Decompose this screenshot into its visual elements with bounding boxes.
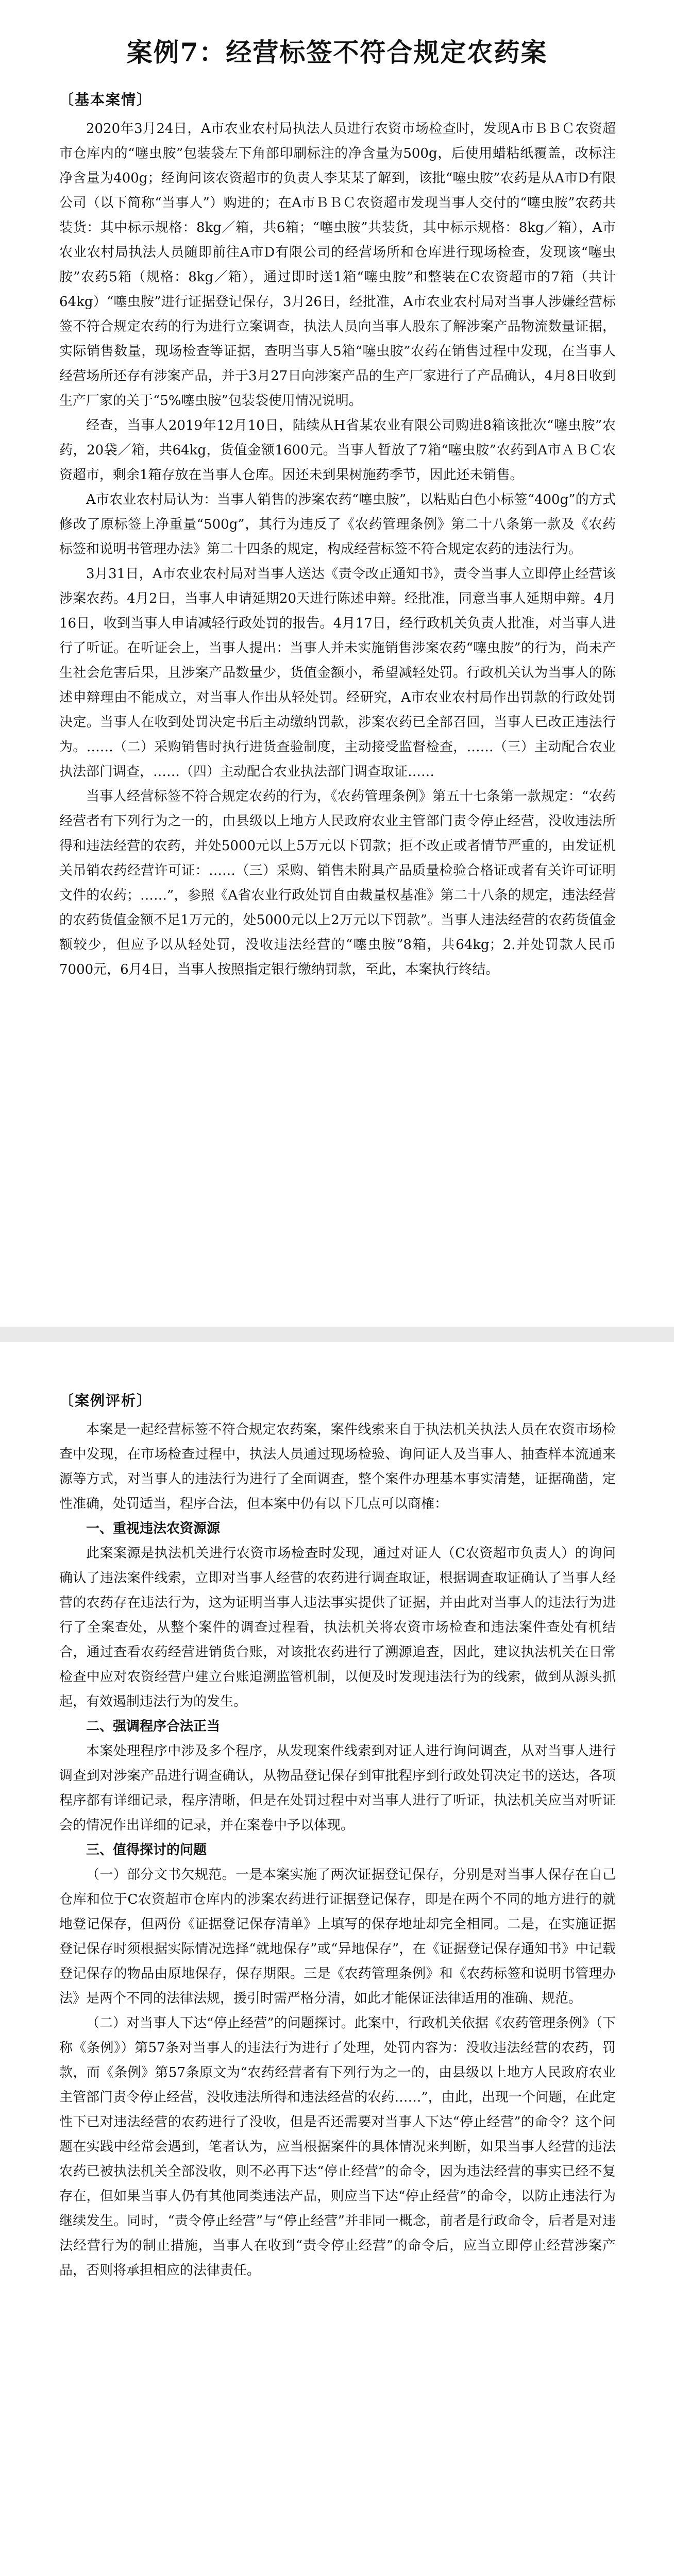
paragraph: 本案处理程序中涉及多个程序，从发现案件线索到对证人进行询问调查，从对当事人进行调查到对涉案产品进行调查确认，从物品登记保存到审批程序到行政处罚决定书的送达，各项程序都有详细记录，程序清晰，但是在处罚过程中对当事人进行了听证，执法机关应当对听证会的情况作出详细的记录，并在案卷中予以体现。 bbox=[59, 1743, 616, 1833]
case-title: 案例7：经营标签不符合规定农药案 bbox=[126, 37, 548, 67]
paragraph: （一）部分文书欠规范。一是本案实施了两次证据登记保存，分别是对当事人保存在自己仓库和位于C农资超市仓库内的涉案农药进行证据登记保存，即是在两个不同的地方进行的就地登记保存，但两份《证据登记保存清单》上填写的保存地址却完全相同。二是，在实施证据登记保存时须根据实际情况选择“就地保存”或“异地保存”，在《证据登记保存通知书》中记载登记保存的物品由原地保存，保存期限。三是《农药管理条例》和《农药标签和说明书管理办法》是两个不同的法律法规，援引时需严格分清，如此才能保证法律适用的准确、规范。 bbox=[59, 1867, 616, 2006]
paragraph: 2020年3月24日，A市农业农村局执法人员进行农资市场检查时，发现A市ＢＢＣ农资超市仓库内的“噻虫胺”包装袋左下角部印刷标注的净含量为500g，后使用蜡粘纸覆盖，改标注净含量为400g；经询问该农资超市的负责人李某某了解到，该批“噻虫胺”农药是从A市D有限公司（以下简称“当事人”）购进的；在A市ＢＢＣ农资超市发现当事人交付的“噻虫胺”农药共装货：其中标示规格：8kg／箱，共6箱；“噻虫胺”共装货，其中标示规格：8kg／箱），A市农业农村局执法人员随即前往A市D有限公司的经营场所和仓库进行现场检查，发现该“噻虫胺”农药5箱（规格：8kg／箱），通过即时送1箱“噻虫胺”和整装在C农资超市的7箱（共计64kg）“噻虫胺”进行证据登记保存，3月26日，经批准，A市农业农村局对当事人涉嫌经营标签不符合规定农药的行为进行立案调查，执法人员向当事人股东了解涉案产品物流数量证据，实际销售数量，现场检查等证据，查明当事人5箱“噻虫胺”农药在销售过程中发现，在当事人经营场所还存有涉案产品，并于3月27日向涉案产品的生产厂家进行了产品确认，4月8日收到生产厂家的关于“5%噻虫胺”包装袋使用情况说明。 bbox=[59, 121, 616, 409]
section-heading: 一、重视违法农资源源 bbox=[86, 1521, 221, 1536]
paragraph: 此案案源是执法机关进行农资市场检查时发现，通过对证人（C农资超市负责人）的询问确认了违法案件线索，立即对当事人经营的农药进行调查取证，根据调查取证确认了当事人经营的农药存在违法行为，这为证明当事人违法事实提供了证据，并由此对当事人的违法行为进行了全案查处，从整个案件的调查过程看，执法机关将农资市场检查和违法案件查处有机结合，通过查看农药经营进销货台账，对该批农药进行了溯源追查，因此，建议执法机关在日常检查中应对农资经营户建立台账追溯监管机制，以便及时发现违法行为的线索，做到从源头抓起，有效遏制违法行为的发生。 bbox=[59, 1546, 616, 1709]
basic-facts-label: 〔基本案情〕 bbox=[59, 91, 153, 108]
section-heading: 三、值得探讨的问题 bbox=[86, 1842, 207, 1858]
section-heading: 二、强调程序合法正当 bbox=[86, 1719, 221, 1734]
paragraph: 当事人经营标签不符合规定农药的行为，《农药管理条例》第五十七条第一款规定：“农药经营者有下列行为之一的，由县级以上地方人民政府农业主管部门责令停止经营，没收违法所得和违法经营的农药，并处5000元以上5万元以下罚款；拒不改正或者情节严重的，由发证机关吊销农药经营许可证：……（三）采购、销售未附具产品质量检验合格证或者有关许可证明文件的农药；……”，参照《A省农业行政处罚自由裁量权基准》第二十八条的规定，违法经营的农药货值金额不足1万元的，处5000元以上2万元以下罚款”。当事人违法经营的农药货值金额较少，但应予以从轻处罚，没收违法经营的“噻虫胺”8箱，共64kg；2.并处罚款人民币7000元，6月4日，当事人按照指定银行缴纳罚款，至此，本案执行终结。 bbox=[59, 789, 616, 977]
paragraph: 3月31日，A市农业农村局对当事人送达《责令改正通知书》，责令当事人立即停止经营该涉案农药。4月2日，当事人申请延期20天进行陈述申辩。经批准，同意当事人延期申辩。4月16日，收到当事人申请减轻行政处罚的报告。4月17日，经行政机关负责人批准，对当事人进行了听证。在听证会上，当事人提出：当事人并未实施销售涉案农药“噻虫胺”的行为，尚未产生社会危害后果，且涉案产品数量少，货值金额小，希望减轻处罚。行政机关认为当事人的陈述申辩理由不能成立，对当事人作出从轻处罚。经研究，A市农业农村局作出罚款的行政处罚决定。当事人在收到处罚决定书后主动缴纳罚款，涉案农药已全部召回，当事人已改正违法行为。……（二）采购销售时执行进货查验制度，主动接受监督检查，……（三）主动配合农业执法部门调查，……（四）主动配合农业执法部门调查取证…… bbox=[59, 566, 616, 779]
paragraph: 本案是一起经营标签不符合规定农药案，案件线索来自于执法机关执法人员在农资市场检查中发现，在市场检查过程中，执法人员通过现场检验、询问证人及当事人、抽查样本流通来源等方式，对当事人的违法行为进行了全面调查，整个案件办理基本事实清楚，证据确凿，定性准确，处罚适当，程序合法，但本案中仍有以下几点可以商榷： bbox=[59, 1422, 616, 1512]
case-comment-body bbox=[59, 1417, 616, 2283]
case-comment-label: 〔案例评析〕 bbox=[59, 1392, 153, 1409]
document-page-2 bbox=[0, 1342, 674, 2576]
basic-facts-body bbox=[59, 116, 616, 982]
page-separator bbox=[0, 1327, 674, 1342]
paragraph: 经查，当事人2019年12月10日，陆续从H省某农业有限公司购进8箱该批次“噻虫胺”农药，20袋／箱，共64kg，货值金额1600元。当事人暂放了7箱“噻虫胺”农药到A市ＡＢＣ农资超市，剩余1箱存放在当事人仓库。因还未到果树施药季节，因此还未销售。 bbox=[59, 418, 616, 483]
paragraph: （二）对当事人下达“停止经营”的问题探讨。此案中，行政机关依据《农药管理条例》（下称《条例》）第57条对当事人的违法行为进行了处理，处罚内容为：没收违法经营的农药，罚款，而《条例》第57条原文为“农药经营者有下列行为之一的，由县级以上地方人民政府农业主管部门责令停止经营，没收违法所得和违法经营的农药……”，由此，出现一个问题，在此定性下已对违法经营的农药进行了没收，但是否还需要对当事人下达“停止经营”的命令？这个问题在实践中经常会遇到，笔者认为，应当根据案件的具体情况来判断，如果当事人经营的违法农药已被执法机关全部没收，则不必再下达“停止经营”的命令，因为违法经营的事实已经不复存在，但如果当事人仍有其他同类违法产品，则应当下达“停止经营”的命令，以防止违法行为继续发生。同时，“责令停止经营”与“停止经营”并非同一概念，前者是行政命令，后者是对违法经营行为的制止措施，当事人在收到“责令停止经营”的命令后，应当立即停止经营涉案产品，否则将承担相应的法律责任。 bbox=[59, 2015, 616, 2278]
paragraph: A市农业农村局认为：当事人销售的涉案农药“噻虫胺”，以粘贴白色小标签“400g”的方式修改了原标签上净重量“500g”，其行为违反了《农药管理条例》第二十八条第一款及《农药标签和说明书管理办法》第二十四条的规定，构成经营标签不符合规定农药的违法行为。 bbox=[59, 492, 616, 557]
